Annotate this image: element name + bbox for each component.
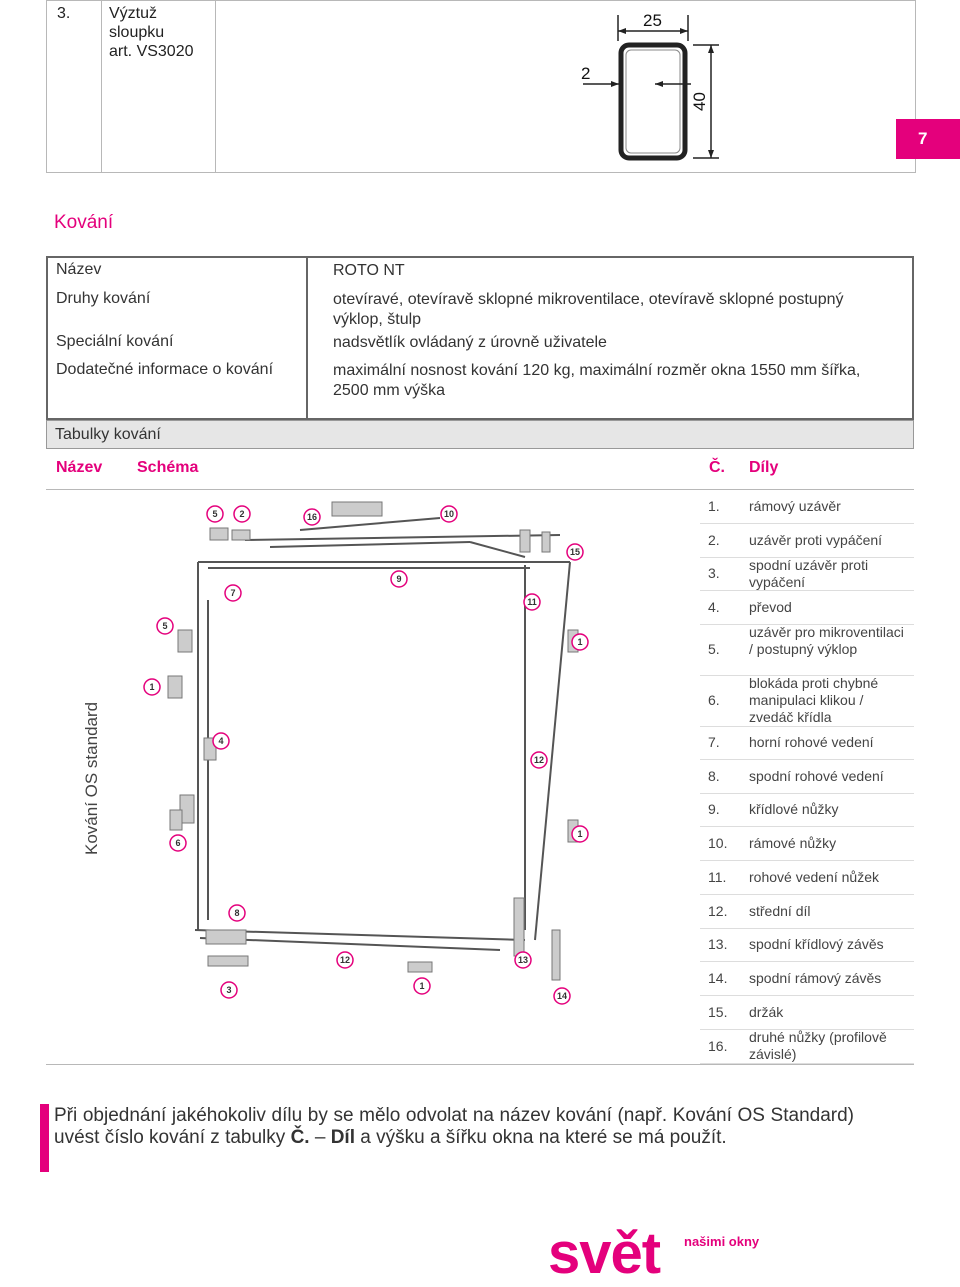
part-row [700,759,914,794]
part-name: horní rohové vedení [749,734,874,750]
part-row [700,826,914,861]
svg-text:1: 1 [149,682,155,692]
column-divider [306,258,308,420]
part-number: 8. [708,768,720,784]
extra-label: Dodatečné informace o kování [56,361,274,378]
callout-marker [441,506,457,522]
svg-text:9: 9 [396,574,402,584]
brand-logo: svět [548,1221,661,1286]
svg-text:7: 7 [230,588,236,598]
part-number: 11. [708,869,727,885]
part-number: 15. [708,1004,728,1020]
dim-height: 40 [690,92,709,111]
part-name: střední díl [749,903,811,919]
special-value: nadsvětlík ovládaný z úrovně uživatele [333,334,607,351]
tables-header [46,420,914,449]
part-name: převod [749,599,792,615]
profile-table [46,0,916,173]
callout-marker [234,506,250,522]
hardware-info-table [46,256,914,420]
svg-text:4: 4 [218,736,224,746]
svg-text:11: 11 [527,597,537,607]
part-row [700,1029,914,1064]
row-label: Výztuž sloupku art. VS3020 [109,5,194,60]
part-number: 7. [708,734,720,750]
svg-text:3: 3 [226,985,232,995]
part-row [700,624,914,676]
col-num: Č. [709,459,725,476]
part-row [700,961,914,996]
part-row [700,489,914,524]
part-name: držák [749,1004,784,1020]
callout-marker [554,988,570,1004]
profile-drawing-cell [215,1,915,172]
callout-marker [221,982,237,998]
row-number: 3. [57,5,71,22]
callout-marker [572,826,588,842]
part-name: spodní rámový závěs [749,970,882,986]
part-number: 3. [708,565,720,581]
svg-text:2: 2 [239,509,245,519]
part-name: rohové vedení nůžek [749,869,879,885]
row-label-cell [101,1,216,172]
note-bold-2: Díl [330,1127,355,1148]
svg-text:6: 6 [175,838,181,848]
tables-header-label: Tabulky kování [55,426,161,443]
part-row [700,726,914,760]
part-number: 12. [708,903,728,919]
col-name: Název [56,459,103,476]
part-number: 2. [708,532,720,548]
profile-cross-section [215,1,915,172]
name-value: ROTO NT [333,262,405,279]
callout-marker [157,618,173,634]
brand-tagline: našimi okny [684,1234,760,1249]
svg-text:10: 10 [443,509,455,519]
callout-marker [304,509,320,525]
part-number: 10. [708,835,728,851]
callout-marker [229,905,245,921]
part-number: 6. [708,692,720,708]
part-name: rámové nůžky [749,835,837,851]
order-note [54,1105,854,1149]
note-text-3: a výšku a šířku okna na které se má použít. [354,1127,727,1148]
part-name: uzávěr pro mikroventilaci / postupný výklop [749,624,904,657]
note-bold-1: Č. [290,1127,310,1148]
part-number: 9. [708,801,720,817]
callout-marker [515,952,531,968]
svg-text:8: 8 [234,908,240,918]
col-schema: Schéma [137,459,199,476]
svg-text:12: 12 [339,955,351,965]
part-row [700,995,914,1030]
part-number: 13. [708,936,728,952]
callout-marker [567,544,583,560]
part-name: druhé nůžky (profilově závislé) [749,1029,887,1062]
part-row [700,793,914,827]
part-row [700,675,914,727]
note-accent-bar [40,1104,49,1172]
part-name: rámový uzávěr [749,498,841,514]
part-name: spodní rohové vedení [749,768,884,784]
svg-text:1: 1 [577,637,583,647]
types-label: Druhy kování [56,290,151,307]
callout-marker [572,634,588,650]
svg-text:13: 13 [517,955,529,965]
special-label: Speciální kování [56,333,174,350]
svg-text:16: 16 [306,512,318,522]
row-number-cell [47,1,102,172]
callout-marker [524,594,540,610]
part-number: 1. [708,498,720,514]
extra-value: maximální nosnost kování 120 kg, maximální rozměr okna 1550 mm šířka, 2500 mm výška [333,362,861,399]
callout-marker [144,679,160,695]
svg-text:15: 15 [569,547,581,557]
svg-text:14: 14 [556,991,568,1001]
part-name: blokáda proti chybné manipulaci klikou / zvedáč křídla [749,675,879,725]
part-row [700,894,914,929]
svg-text:12: 12 [533,755,545,765]
part-row [700,928,914,962]
name-label: Název [56,261,102,278]
dim-width: 25 [643,11,662,30]
part-name: spodní uzávěr proti vypáčení [749,557,869,590]
types-value: otevíravé, otevíravě sklopné mikroventilace, otevíravě sklopné postupný výklop, štulp [333,291,844,328]
part-row [700,860,914,895]
hardware-schema-diagram [140,490,600,1010]
svg-text:5: 5 [212,509,218,519]
callout-marker [337,952,353,968]
callout-marker [213,733,229,749]
part-name: křídlové nůžky [749,801,839,817]
note-text-2: – [309,1127,331,1148]
part-row [700,590,914,625]
part-number: 5. [708,641,720,657]
side-label-cell [64,580,114,860]
callout-marker [170,835,186,851]
column-header-row [46,449,914,490]
part-row [700,523,914,558]
part-name: uzávěr proti vypáčení [749,532,883,548]
section-title: Kování [54,212,114,233]
chapter-tab: 7 [896,119,960,159]
callout-marker [531,752,547,768]
svg-text:5: 5 [162,621,168,631]
part-number: 14. [708,970,728,986]
part-name: spodní křídlový závěs [749,936,884,952]
side-label: Kování OS standard [82,701,101,855]
dim-thickness: 2 [581,64,591,83]
callout-marker [207,506,223,522]
callout-marker [414,978,430,994]
callout-marker [391,571,407,587]
part-row [700,557,914,591]
svg-text:1: 1 [419,981,425,991]
svg-text:1: 1 [577,829,583,839]
note-text-1: Při objednání jakéhokoliv dílu by se mělo odvolat na název kování (např. Kování OS Standard) uvést číslo kování z tabulky [54,1105,854,1148]
callout-marker [225,585,241,601]
part-number: 16. [708,1038,728,1054]
part-number: 4. [708,599,720,615]
col-parts: Díly [749,459,779,476]
